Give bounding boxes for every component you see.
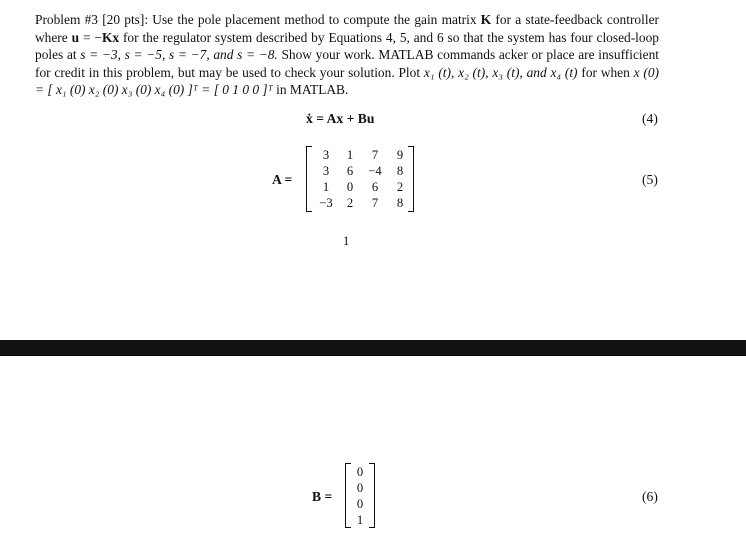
matrix-a-cell: 3 xyxy=(322,148,330,162)
matrix-b-cell: 0 xyxy=(356,497,364,511)
problem-text-3: for the regulator system described by Equations 4, 5, and 6 so that the system has four closed-loop poles at xyxy=(35,29,659,63)
equals-minus: = − xyxy=(82,29,102,45)
matrix-a-cell: 8 xyxy=(396,164,404,178)
problem-statement xyxy=(35,11,659,99)
matrix-a-cell: 2 xyxy=(396,180,404,194)
matrix-b xyxy=(345,463,375,528)
feedback-term: Kx xyxy=(101,29,120,45)
matrix-b-label: B = xyxy=(312,489,333,504)
gain-matrix-symbol: K xyxy=(480,12,492,27)
problem-text-6: in MATLAB. xyxy=(276,82,349,98)
matrix-a-cell: 0 xyxy=(346,180,354,194)
matrix-b-cell: 1 xyxy=(356,513,364,527)
problem-heading: Problem #3 [20 pts]: xyxy=(35,12,149,27)
matrix-a-cell: −3 xyxy=(319,196,333,210)
equation-number-5: (5) xyxy=(642,172,658,187)
stray-digit: 1 xyxy=(343,234,350,248)
left-bracket xyxy=(306,146,312,212)
initial-condition: x (0) = [ x₁ (0) x₂ (0) x₃ (0) x₄ (0) ]ᵀ = [ 0 1 0 0 ]ᵀ xyxy=(35,64,659,98)
matrix-a-cell: −4 xyxy=(368,164,382,178)
problem-text-5: for when xyxy=(581,64,630,80)
matrix-a-cell: 8 xyxy=(396,196,404,210)
dark-separator-band xyxy=(0,340,746,356)
matrix-a-label: A = xyxy=(272,172,293,187)
control-input-symbol: u xyxy=(71,29,80,45)
matrix-a-cell: 6 xyxy=(371,180,379,194)
matrix-b-cell: 0 xyxy=(356,465,364,479)
matrix-a-cell: 1 xyxy=(322,180,330,194)
plot-signals: x₁ (t), x₂ (t), x₃ (t), and x₄ (t) xyxy=(423,64,578,80)
equation-number-6: (6) xyxy=(642,489,658,504)
matrix-a-cell: 6 xyxy=(346,164,354,178)
matrix-a-cell: 1 xyxy=(346,148,354,162)
state-equation: ẋ = Ax + Bu xyxy=(306,111,375,126)
matrix-a xyxy=(306,146,414,212)
matrix-a-cell: 7 xyxy=(371,196,379,210)
matrix-a-cell: 7 xyxy=(371,148,379,162)
matrix-b-cell: 0 xyxy=(356,481,364,495)
matrix-a-cell: 2 xyxy=(346,196,354,210)
matrix-a-cell: 3 xyxy=(322,164,330,178)
closed-loop-poles: s = −3, s = −5, s = −7, and s = −8. xyxy=(80,47,278,63)
problem-text-2: for a state-feedback controller where xyxy=(35,12,659,45)
problem-text-1: Use the pole placement method to compute the gain matrix xyxy=(152,12,477,27)
problem-text-4: Show your work. MATLAB commands acker or place are insufficient for credit in this problem, but may be used to check your solution. Plot xyxy=(35,47,659,80)
matrix-a-cell: 9 xyxy=(396,148,404,162)
equation-number-4: (4) xyxy=(642,111,658,126)
